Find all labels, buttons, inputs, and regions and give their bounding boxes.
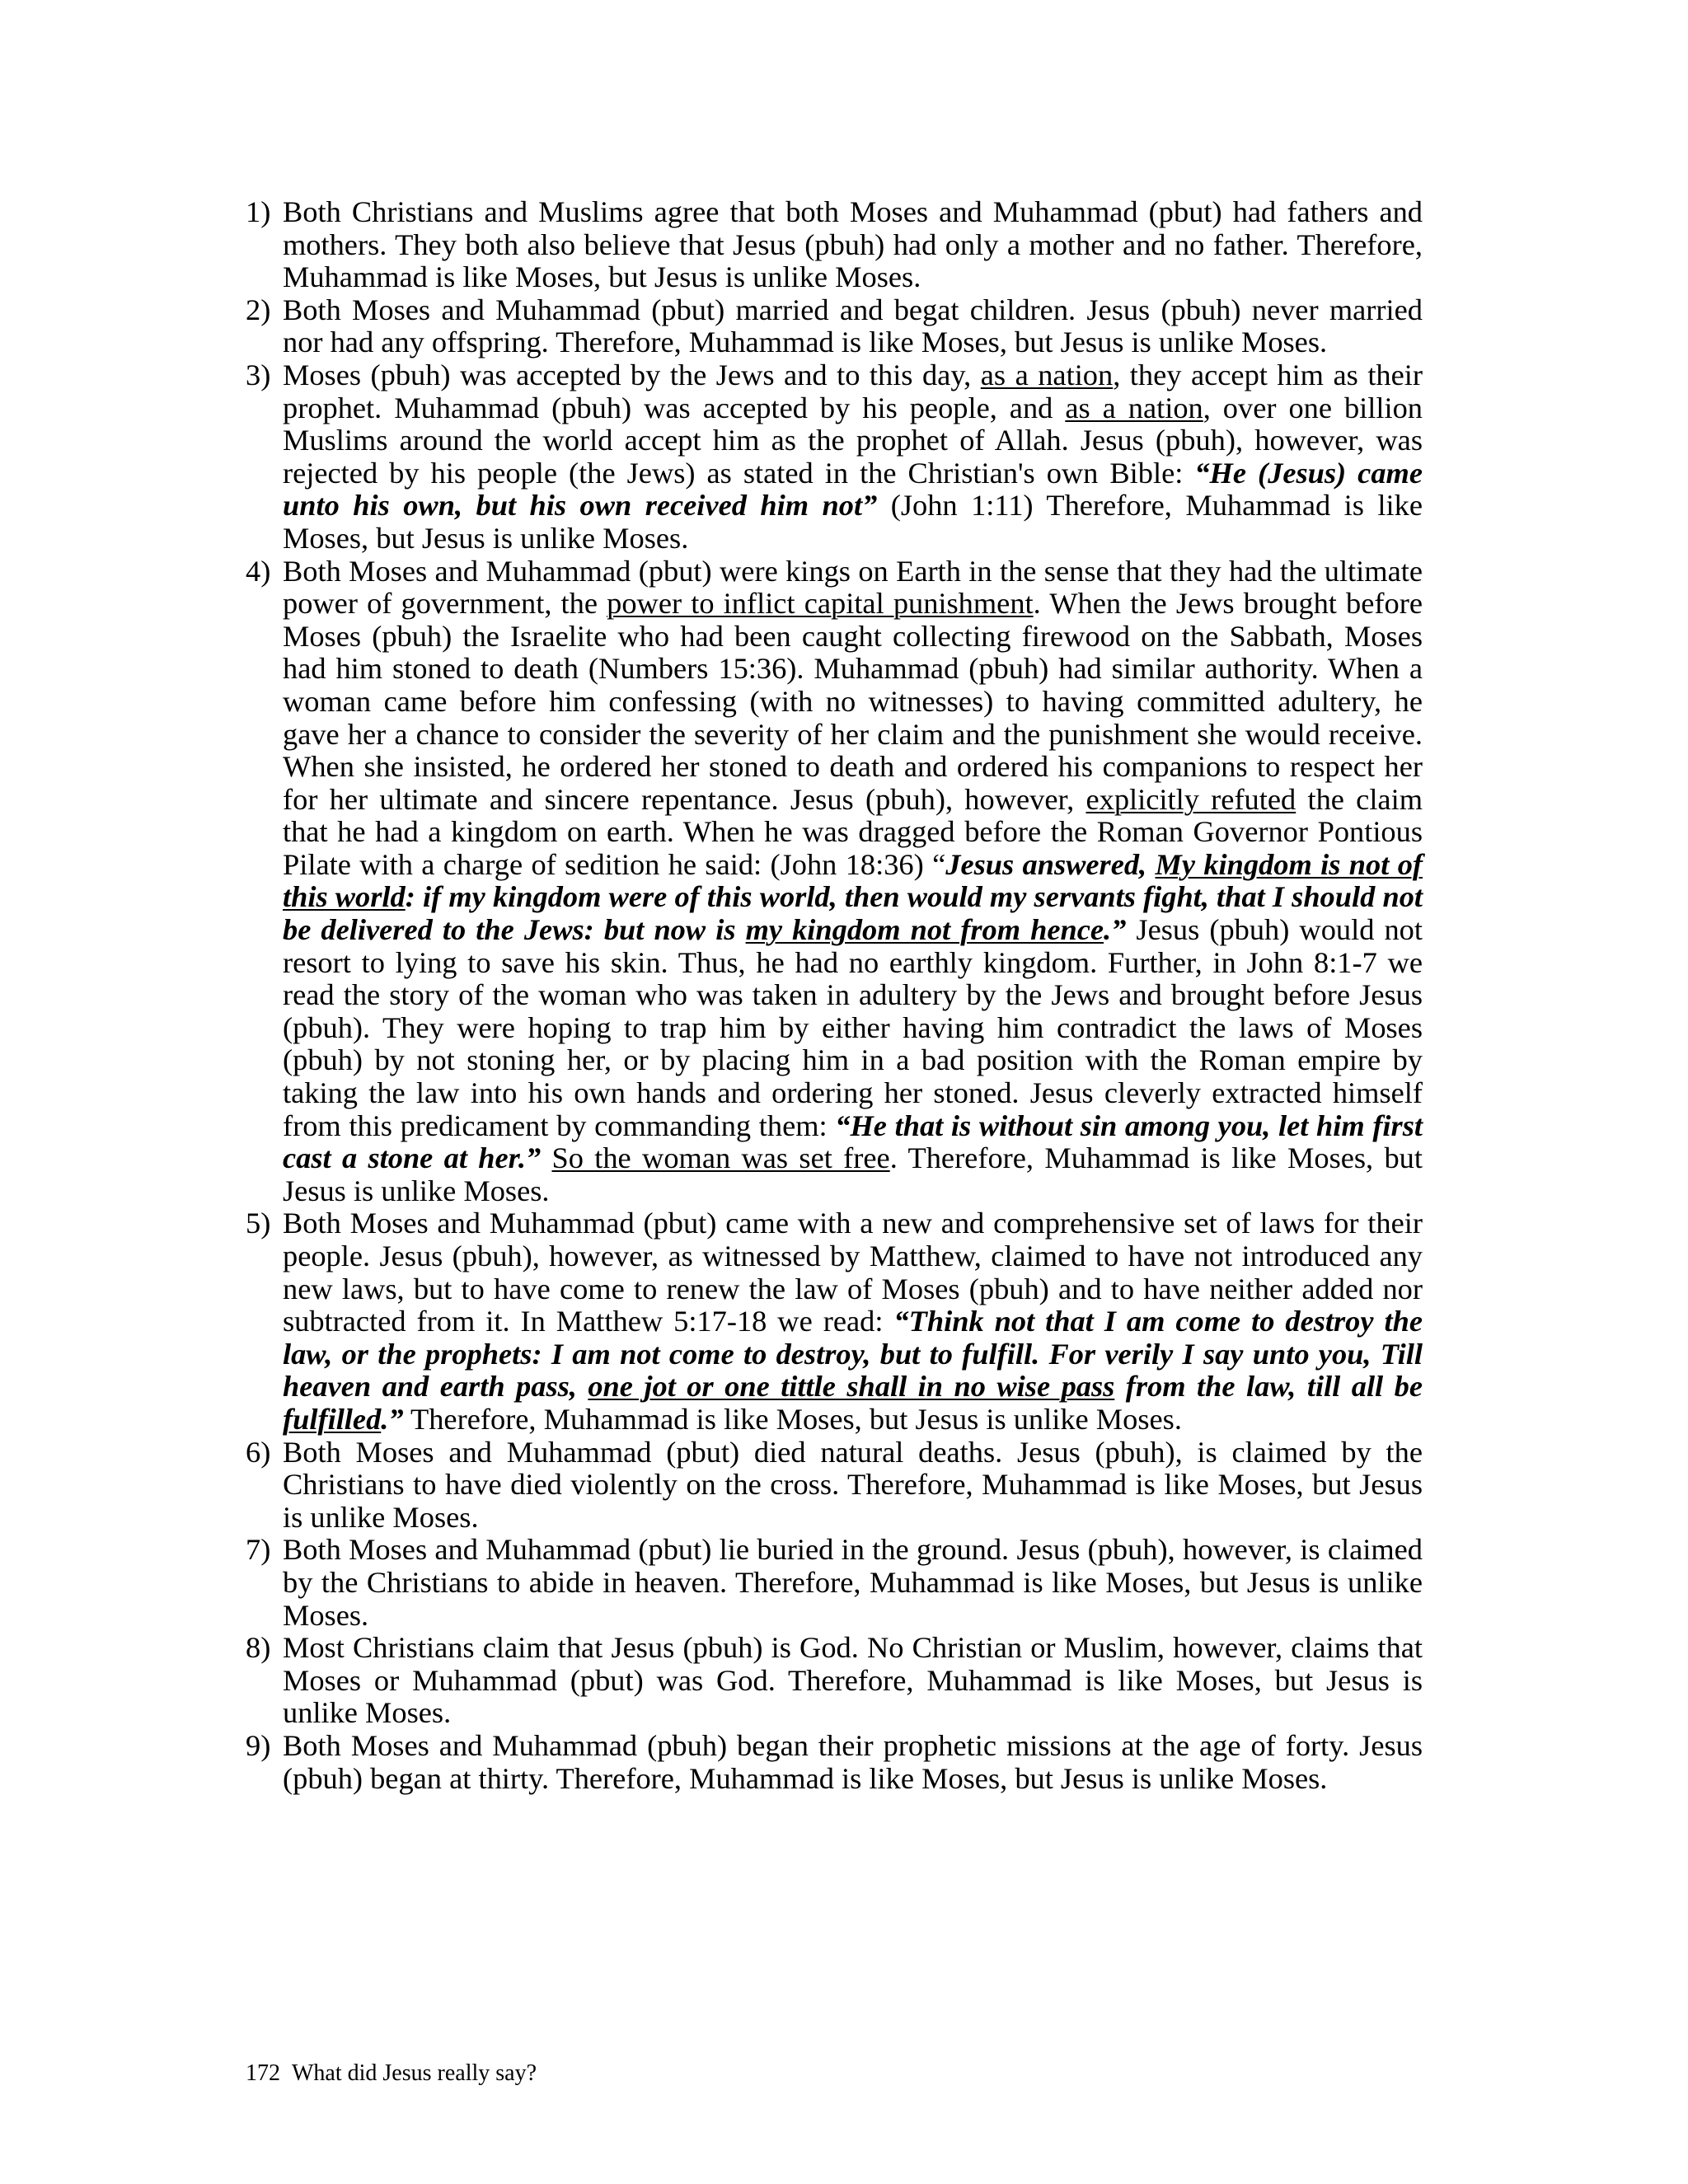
body-text: Both Moses and Muhammad (pbut) lie buried in the ground. Jesus (pbuh), however, is claimed by the Christians to abide in heaven. Therefore, Muhammad is like Moses, but Jesus is unlike Moses. [283,1533,1423,1632]
body-text: Therefore, Muhammad is like Moses, but Jesus is unlike Moses. [403,1402,1182,1436]
body-text: the claim that he had a kingdom on earth. When he was dragged before the Roman Governor Pontious Pilate with a charge of sedition he said: (John 18:36) “ [283,782,1423,881]
list-item [246,1207,1423,1436]
body-text: , they accept him as their prophet. Muhammad (pbuh) was accepted by his people, and [283,358,1423,424]
body-text [541,1141,551,1174]
body-text: . Therefore, Muhammad is like Moses, but Jesus is unlike Moses. [283,1141,1423,1207]
scripture-quote: .” [381,1402,404,1436]
list-item-number: 6) [246,1435,271,1469]
underlined-text: power to inflict capital punishment [607,587,1034,621]
list-item [246,1436,1423,1535]
body-text: (John 1:11) Therefore, Muhammad is like Moses, but Jesus is unlike Moses. [283,489,1423,555]
body-text: Both Moses and Muhammad (pbuh) began their prophetic missions at the age of forty. Jesus (pbuh) began at thirty. Therefore, Muhammad is like Moses, but Jesus is unlike Moses. [283,1728,1423,1795]
body-text: , over one billion Muslims around the world accept him as the prophet of Allah. Jesus (pbuh), however, was rejected by his people (the Jews) as stated in the Christian's own Bible: [283,391,1423,490]
list-item [246,359,1423,555]
list-item-number: 9) [246,1728,271,1762]
page-footer [246,2060,548,2087]
page-number: 172 [246,2060,280,2086]
scripture-quote: fulfilled [283,1402,382,1436]
list-item [246,555,1423,1208]
scripture-quote: from the law, till all be [1114,1370,1423,1404]
body-text: . When the Jews brought before Moses (pbuh) the Israelite who had been caught collecting firewood on the Sabbath, Moses had him stoned to death (Numbers 15:36). Muhammad (pbuh) had similar authority. When a woman came before him confessing (with no witnesses) to having committed adultery, he gave her a chance to consider the severity of her claim and the punishment she would receive. When she insisted, he ordered her stoned to death and ordered his companions to respect her for her ultimate and sincere repentance. Jesus (pbuh), however, [283,587,1423,816]
list-item-number: 1) [246,195,271,228]
list-item-number: 4) [246,554,271,588]
scripture-quote: My kingdom is not of this world [283,847,1423,914]
underlined-text: as a nation [1065,391,1203,424]
list-item [246,1730,1423,1795]
numbered-list [246,196,1423,1795]
underlined-text: as a nation [980,358,1114,391]
scripture-quote: Jesus answered, [945,847,1156,881]
scripture-quote: “He that is without sin among you, let him first cast a stone at her.” [283,1108,1423,1175]
scripture-quote: .” [1104,913,1127,947]
underlined-text: explicitly refuted [1085,782,1296,816]
list-item [246,196,1423,294]
body-text: Both Moses and Muhammad (pbut) married and begat children. Jesus (pbuh) never married nor had any offspring. Therefore, Muhammad is like Moses, but Jesus is unlike Moses. [283,293,1423,359]
scripture-quote: “He (Jesus) came unto his own, but his own received him not” [283,456,1423,523]
list-item-number: 2) [246,293,271,326]
scripture-quote: one jot or one tittle shall in no wise pass [588,1370,1115,1404]
body-text: Moses (pbuh) was accepted by the Jews and to this day, [283,358,981,391]
scripture-quote: my kingdom not from hence [745,913,1104,947]
body-text: Both Christians and Muslims agree that both Moses and Muhammad (pbut) had fathers and mothers. They both also believe that Jesus (pbuh) had only a mother and no father. Therefore, Muhammad is like Moses, but Jesus is unlike Moses. [283,195,1423,294]
scripture-quote: “Think not that I am come to destroy the law, or the prophets: I am not come to destroy, but to fulfill. For verily I say unto you, Till heaven and earth pass, [283,1305,1423,1404]
body-text: Both Moses and Muhammad (pbut) came with a new and comprehensive set of laws for their people. Jesus (pbuh), however, as witnessed by Matthew, claimed to have not introduced any new laws, but to have come to renew the law of Moses (pbuh) and to have neither added nor subtracted from it. In Matthew 5:17-18 we read: [283,1207,1423,1338]
list-item-number: 7) [246,1533,271,1567]
body-text: Both Moses and Muhammad (pbut) were kings on Earth in the sense that they had the ultimate power of government, the [283,554,1423,621]
scripture-quote: : if my kingdom were of this world, then would my servants fight, that I should not be delivered to the Jews: but now is [283,880,1423,947]
underlined-text: So the woman was set free [551,1141,890,1175]
list-item-number: 3) [246,358,271,391]
list-item-number: 8) [246,1631,271,1665]
body-text: Jesus (pbuh) would not resort to lying to save his skin. Thus, he had no earthly kingdom. Further, in John 8:1-7 we read the story of the woman who was taken in adultery by the Jews and brought before Jesus (pbuh). They were hoping to trap him by either having him contradict the laws of Moses (pbuh) by not stoning her, or by placing him in a bad position with the Roman empire by taking the law into his own hands and ordering her stoned. Jesus cleverly extracted himself from this predicament by commanding them: [283,913,1423,1142]
running-title: What did Jesus really say? [292,2060,537,2086]
list-item [246,294,1423,359]
list-item [246,1534,1423,1632]
list-item [246,1632,1423,1730]
list-item-number: 5) [246,1207,271,1240]
body-text: Both Moses and Muhammad (pbut) died natural deaths. Jesus (pbuh), is claimed by the Christians to have died violently on the cross. Therefore, Muhammad is like Moses, but Jesus is unlike Moses. [283,1435,1423,1534]
body-text: Most Christians claim that Jesus (pbuh) is God. No Christian or Muslim, however, claims that Moses or Muhammad (pbut) was God. Therefore, Muhammad is like Moses, but Jesus is unlike Moses. [283,1631,1423,1730]
